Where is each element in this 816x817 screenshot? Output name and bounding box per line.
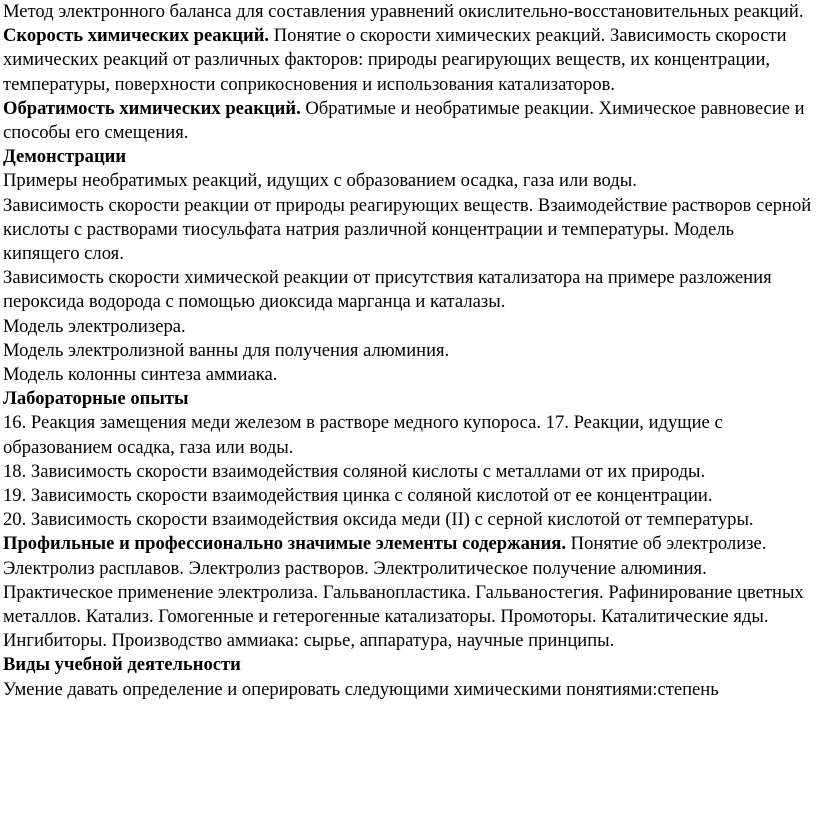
demonstration-item: Модель электролизера. (3, 315, 186, 337)
reversibility-paragraph (3, 97, 812, 145)
demonstration-item: Зависимость скорости химической реакции от присутствия катализатора на примере разложения пероксида водорода с помощью диоксида марганца и каталазы. (3, 267, 772, 313)
reversibility-title: Обратимость химических реакций. (3, 97, 301, 119)
rate-paragraph (3, 24, 812, 97)
profile-text: Понятие об электролизе. Электролиз расплавов. Электролиз растворов. Электролитическое получение алюминия. Практическое применение электролиза. Гальванопластика. Гальваностегия. Рафинирование цветных металлов. Катализ. Гомогенные и гетерогенные катализаторы. Промоторы. Каталитические яды. Ингибиторы. Производство аммиака: сырье, аппаратура, научные принципы. (3, 533, 804, 652)
reversibility-text: Обратимые и необратимые реакции. Химическое равновесие и способы его смещения. (3, 97, 805, 144)
profile-paragraph (3, 532, 812, 653)
intro-paragraph: Метод электронного баланса для составления уравнений окислительно-восстановительных реакций. (3, 1, 804, 22)
rate-text: Понятие о скорости химических реакций. Зависимость скорости химических реакций от различных факторов: природы реагирующих веществ, их концентрации, температуры, поверхности соприкосновения и использования катализаторов. (3, 25, 787, 95)
activities-text: Умение давать определение и оперировать следующими химическими понятиями:степень (3, 678, 719, 700)
lab-experiment-item: 19. Зависимость скорости взаимодействия цинка с соляной кислотой от ее концентрации. (3, 485, 713, 507)
lab-experiment-item: 20. Зависимость скорости взаимодействия оксида меди (II) с серной кислотой от температуры. (3, 509, 754, 531)
lab-experiment-item: 18. Зависимость скорости взаимодействия соляной кислоты с металлами от их природы. (3, 460, 706, 482)
lab-experiment-item: 16. Реакция замещения меди железом в растворе медного купороса. 17. Реакции, идущие с образованием осадка, газа или воды. (3, 412, 723, 458)
demonstrations-heading: Демонстрации (3, 146, 127, 168)
lab-experiments-heading: Лабораторные опыты (3, 388, 189, 410)
rate-title: Скорость химических реакций. (3, 25, 270, 47)
demonstration-item: Модель электролизной ванны для получения алюминия. (3, 339, 450, 361)
profile-title: Профильные и профессионально значимые элементы содержания. (3, 533, 567, 555)
demonstration-item: Модель колонны синтеза аммиака. (3, 364, 278, 386)
demonstration-item: Зависимость скорости реакции от природы реагирующих веществ. Взаимодействие растворов серной кислоты с растворами тиосульфата натрия различной концентрации и температуры. Модель кипящего слоя. (3, 194, 812, 265)
activities-heading: Виды учебной деятельности (3, 654, 241, 676)
demonstration-item: Примеры необратимых реакций, идущих с образованием осадка, газа или воды. (3, 170, 637, 192)
